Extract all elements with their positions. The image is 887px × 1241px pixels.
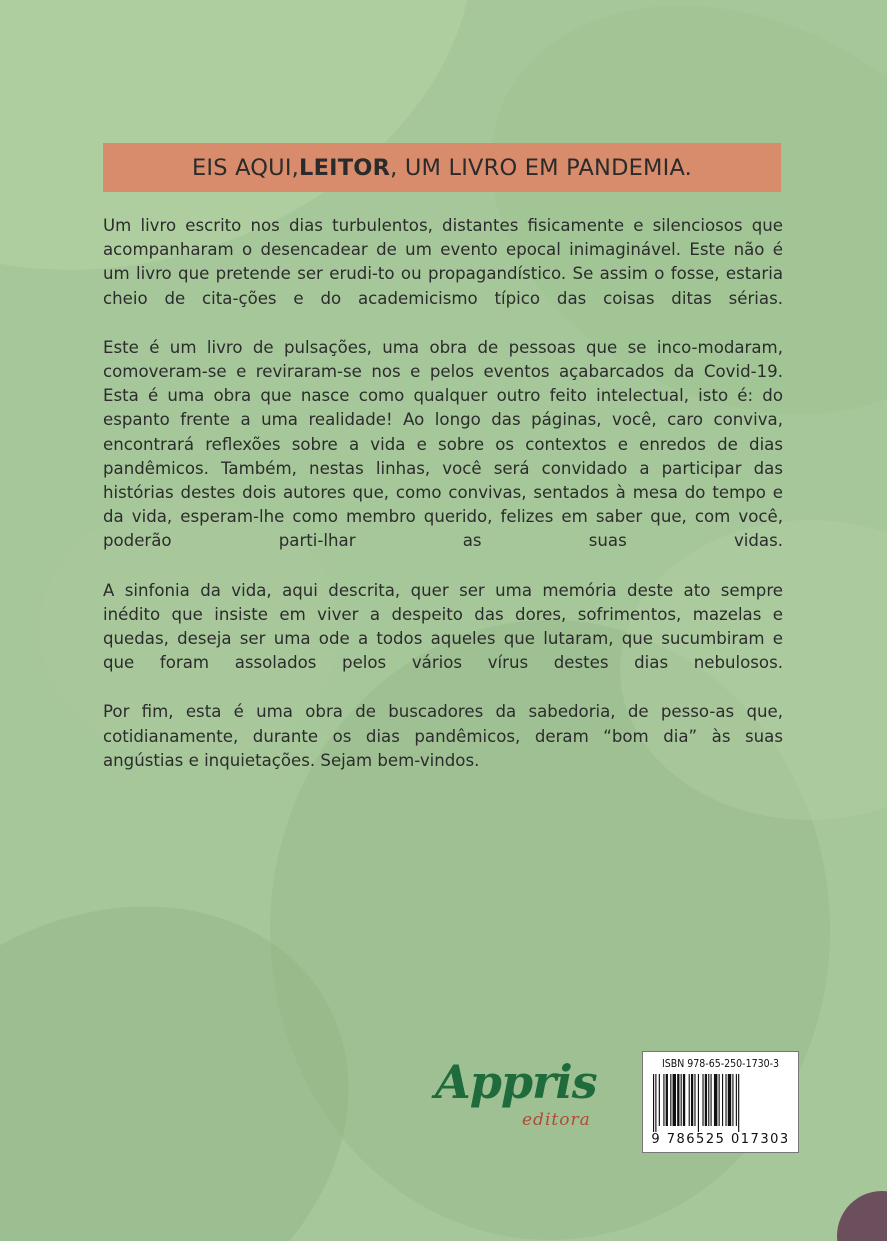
logo-name: Appris — [435, 1055, 597, 1109]
banner-text-bold: LEITOR — [299, 154, 391, 181]
paragraph-3: A sinfonia da vida, aqui descrita, quer ser uma memória deste ato sempre inédito que insiste em viver a despeito das dores, sofrimentos, mazelas e quedas, deseja ser uma ode a todos aqueles que lutaram, que sucumbiram e que foram assolados pelos vários vírus destes dias nebulosos. — [103, 580, 783, 673]
corner-circle — [837, 1191, 887, 1241]
back-cover-text — [103, 214, 783, 798]
barcode-bar — [681, 1074, 682, 1126]
banner-text-end: , UM LIVRO EM PANDEMIA. — [390, 154, 693, 181]
barcode-bar — [711, 1074, 712, 1126]
barcode-bar — [714, 1074, 717, 1126]
barcode-bar — [736, 1074, 737, 1126]
barcode-bar — [702, 1074, 703, 1126]
barcode-bar — [689, 1074, 690, 1126]
title-banner — [103, 143, 781, 192]
logo-sub: editora — [522, 1110, 591, 1130]
paragraph-1: Um livro escrito nos dias turbulentos, distantes fisicamente e silenciosos que acompanharam o desencadear de um evento epocal inimaginável. Este não é um livro que pretende ser erudi-to ou propagandístico. Se assim o fosse, estaria cheio de cita-ções e do academicismo típico das coisas ditas sérias. — [103, 216, 783, 308]
barcode-bar — [683, 1074, 685, 1126]
barcode-bar — [673, 1074, 676, 1126]
barcode-bar — [653, 1074, 654, 1132]
paragraph-4: Por fim, esta é uma obra de buscadores da sabedoria, de pesso-as que, cotidianamente, durante os dias pandêmicos, deram “bom dia” às suas angústias e inquietações. Sejam bem-vindos. — [103, 702, 783, 770]
barcode-bar — [663, 1074, 664, 1126]
barcode-bar — [694, 1074, 695, 1126]
paragraph-2: Este é um livro de pulsações, uma obra de pessoas que se inco-modaram, comoveram-se e reviraram-se nos e pelos eventos açabarcados da Covid-19. Esta é uma obra que nasce como qualquer outro feito intelectual, isto é: do espanto frente a uma realidade! Ao longo das páginas, você, caro conviva, encontrará reflexões sobre a vida e sobre os contextos e enredos de dias pandêmicos. Também, nestas linhas, você será convidado a participar das histórias destes dois autores que, como convivas, sentados à mesa do tempo e da vida, esperam-lhe como membro querido, felizes em saber que, com você, poderão parti-lhar as suas vidas. — [103, 337, 783, 551]
barcode-bar — [722, 1074, 723, 1126]
barcode-bar — [670, 1074, 671, 1126]
barcode-bar — [732, 1074, 733, 1126]
barcode-graphic — [653, 1074, 791, 1132]
publisher-logo — [430, 1055, 620, 1155]
barcode-bar — [691, 1074, 693, 1126]
barcode-bar — [677, 1074, 679, 1126]
isbn-number: 9 786525 017303 — [651, 1132, 790, 1147]
isbn-label: ISBN 978-65-250-1730-3 — [661, 1058, 780, 1070]
barcode-bar — [655, 1074, 656, 1132]
barcode-bar — [659, 1074, 660, 1126]
isbn-barcode-box — [642, 1051, 799, 1153]
barcode-bar — [719, 1074, 720, 1126]
barcode-bar — [725, 1074, 726, 1126]
barcode-bar — [738, 1074, 739, 1132]
barcode-bar — [708, 1074, 709, 1126]
banner-text-start: EIS AQUI, — [191, 154, 300, 181]
barcode-bar — [698, 1074, 699, 1132]
barcode-bar — [728, 1074, 731, 1126]
barcode-bar — [666, 1074, 668, 1126]
barcode-bar — [705, 1074, 707, 1126]
